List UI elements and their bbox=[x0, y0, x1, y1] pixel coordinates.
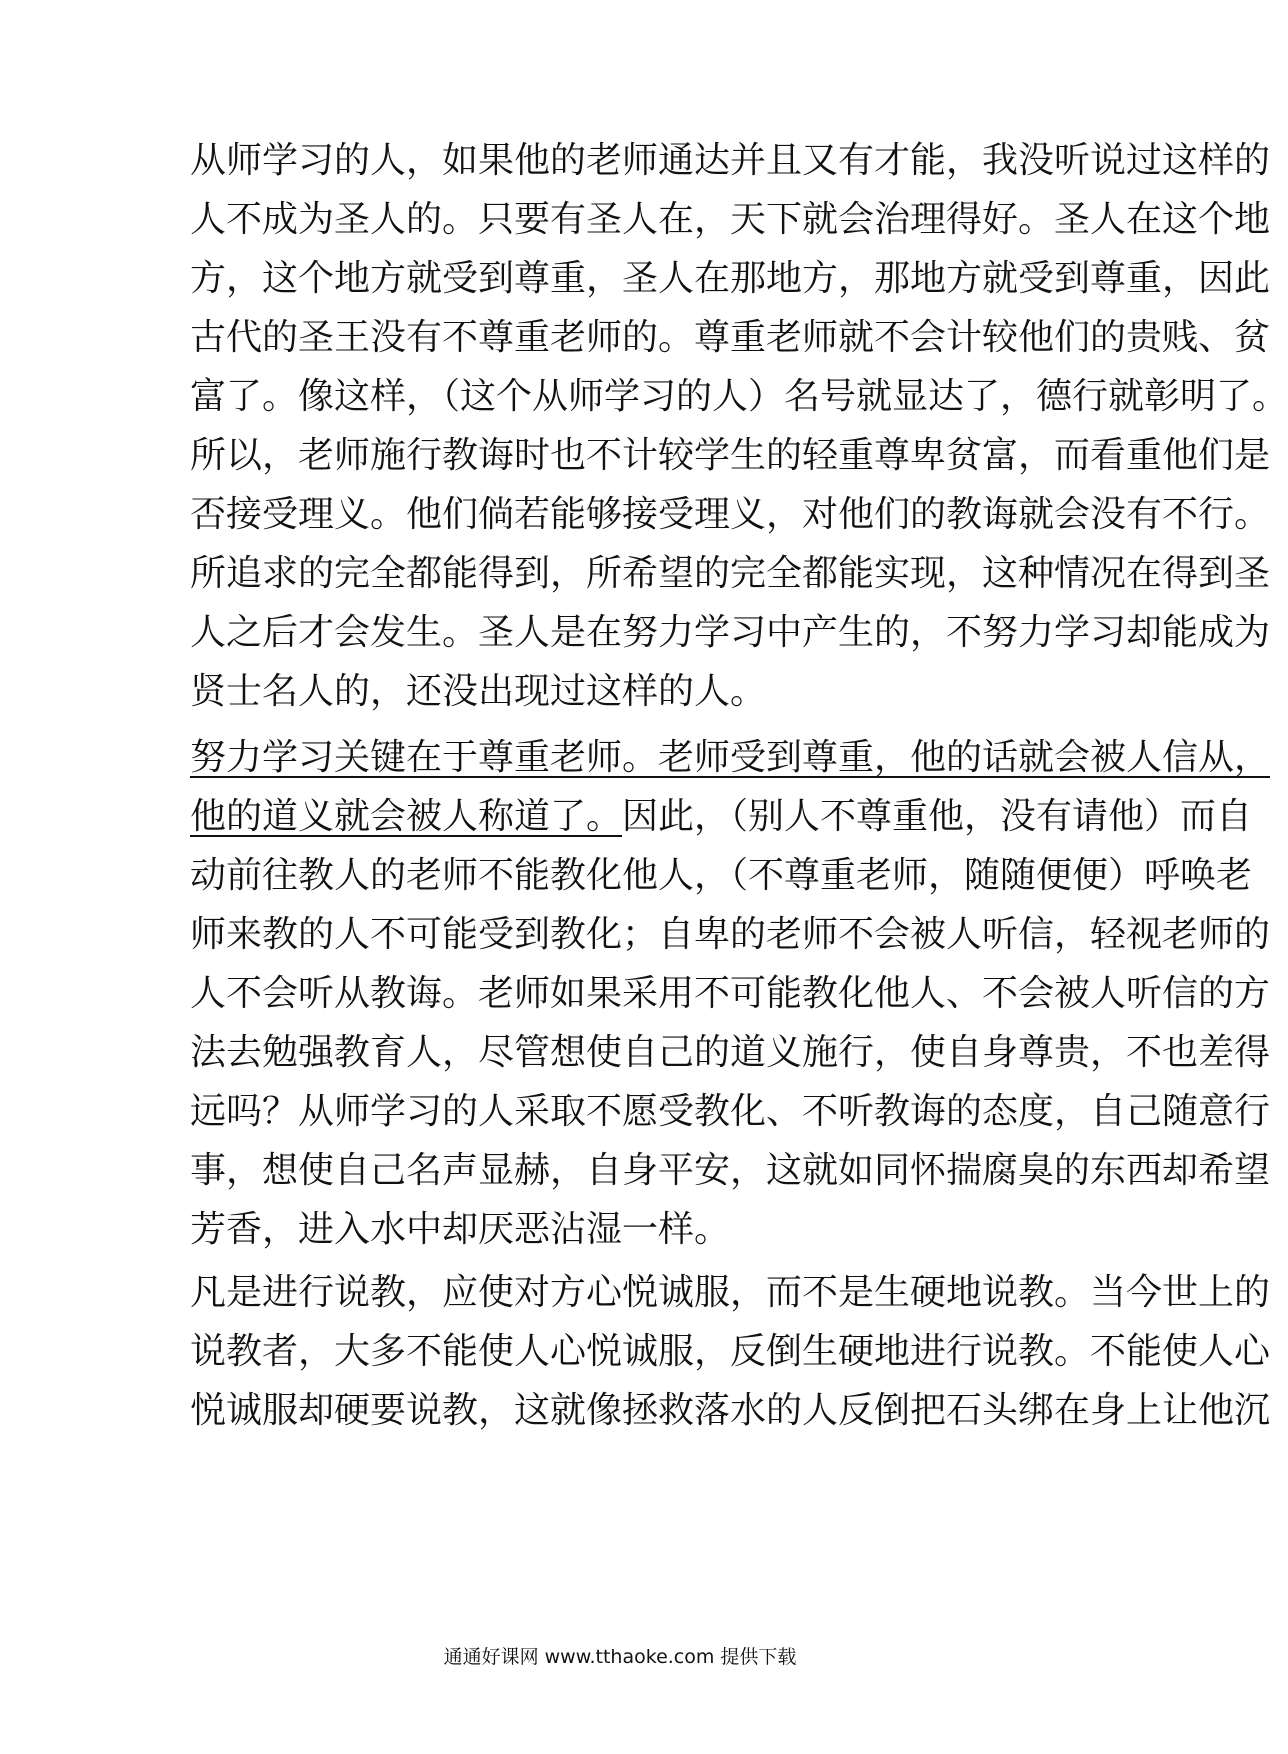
text-span: 因此，（别人不尊重他，没有请他）而自 bbox=[622, 796, 1253, 837]
underlined-text: 他的道义就会被人称道了。 bbox=[190, 796, 623, 837]
text-line: 悦诚服却硬要说教，这就像拯救落水的人反倒把石头绑在身上让他沉 bbox=[190, 1390, 1271, 1431]
text-line: 所以，老师施行教诲时也不计较学生的轻重尊卑贫富，而看重他们是 bbox=[190, 435, 1271, 476]
text-line: 从师学习的人，如果他的老师通达并且又有才能，我没听说过这样的 bbox=[190, 140, 1271, 181]
text-line: 说教者，大多不能使人心悦诚服，反倒生硬地进行说教。不能使人心 bbox=[190, 1331, 1271, 1372]
underlined-text-line: 努力学习关键在于尊重老师。老师受到尊重，他的话就会被人信从， bbox=[190, 737, 1271, 778]
text-line: 师来教的人不可能受到教化；自卑的老师不会被人听信，轻视老师的 bbox=[190, 914, 1271, 955]
text-line: 人不会听从教诲。老师如果采用不可能教化他人、不会被人听信的方 bbox=[190, 973, 1271, 1014]
text-line: 人之后才会发生。圣人是在努力学习中产生的，不努力学习却能成为 bbox=[190, 612, 1271, 653]
text-line: 法去勉强教育人，尽管想使自己的道义施行，使自身尊贵，不也差得 bbox=[190, 1032, 1271, 1073]
text-line: 动前往教人的老师不能教化他人，（不尊重老师，随随便便）呼唤老 bbox=[190, 855, 1253, 896]
text-line: 古代的圣王没有不尊重老师的。尊重老师就不会计较他们的贵贱、贫 bbox=[190, 317, 1271, 358]
text-line-mixed bbox=[190, 792, 1253, 842]
text-line: 人不成为圣人的。只要有圣人在，天下就会治理得好。圣人在这个地 bbox=[190, 199, 1271, 240]
text-line: 贤士名人的，还没出现过这样的人。 bbox=[190, 671, 767, 712]
text-line: 远吗？从师学习的人采取不愿受教化、不听教诲的态度，自己随意行 bbox=[190, 1091, 1271, 1132]
text-line: 所追求的完全都能得到，所希望的完全都能实现，这种情况在得到圣 bbox=[190, 553, 1271, 594]
text-line: 芳香，进入水中却厌恶沾湿一样。 bbox=[190, 1209, 731, 1250]
text-line: 方，这个地方就受到尊重，圣人在那地方，那地方就受到尊重，因此 bbox=[190, 258, 1271, 299]
text-line: 事，想使自己名声显赫，自身平安，这就如同怀揣腐臭的东西却希望 bbox=[190, 1150, 1271, 1191]
text-line: 富了。像这样，（这个从师学习的人）名号就显达了，德行就彰明了。 bbox=[190, 376, 1288, 417]
page-footer: 通通好课网 www.tthaoke.com 提供下载 bbox=[443, 1646, 797, 1668]
text-line: 否接受理义。他们倘若能够接受理义，对他们的教诲就会没有不行。 bbox=[190, 494, 1271, 535]
text-line: 凡是进行说教，应使对方心悦诚服，而不是生硬地说教。当今世上的 bbox=[190, 1272, 1271, 1313]
